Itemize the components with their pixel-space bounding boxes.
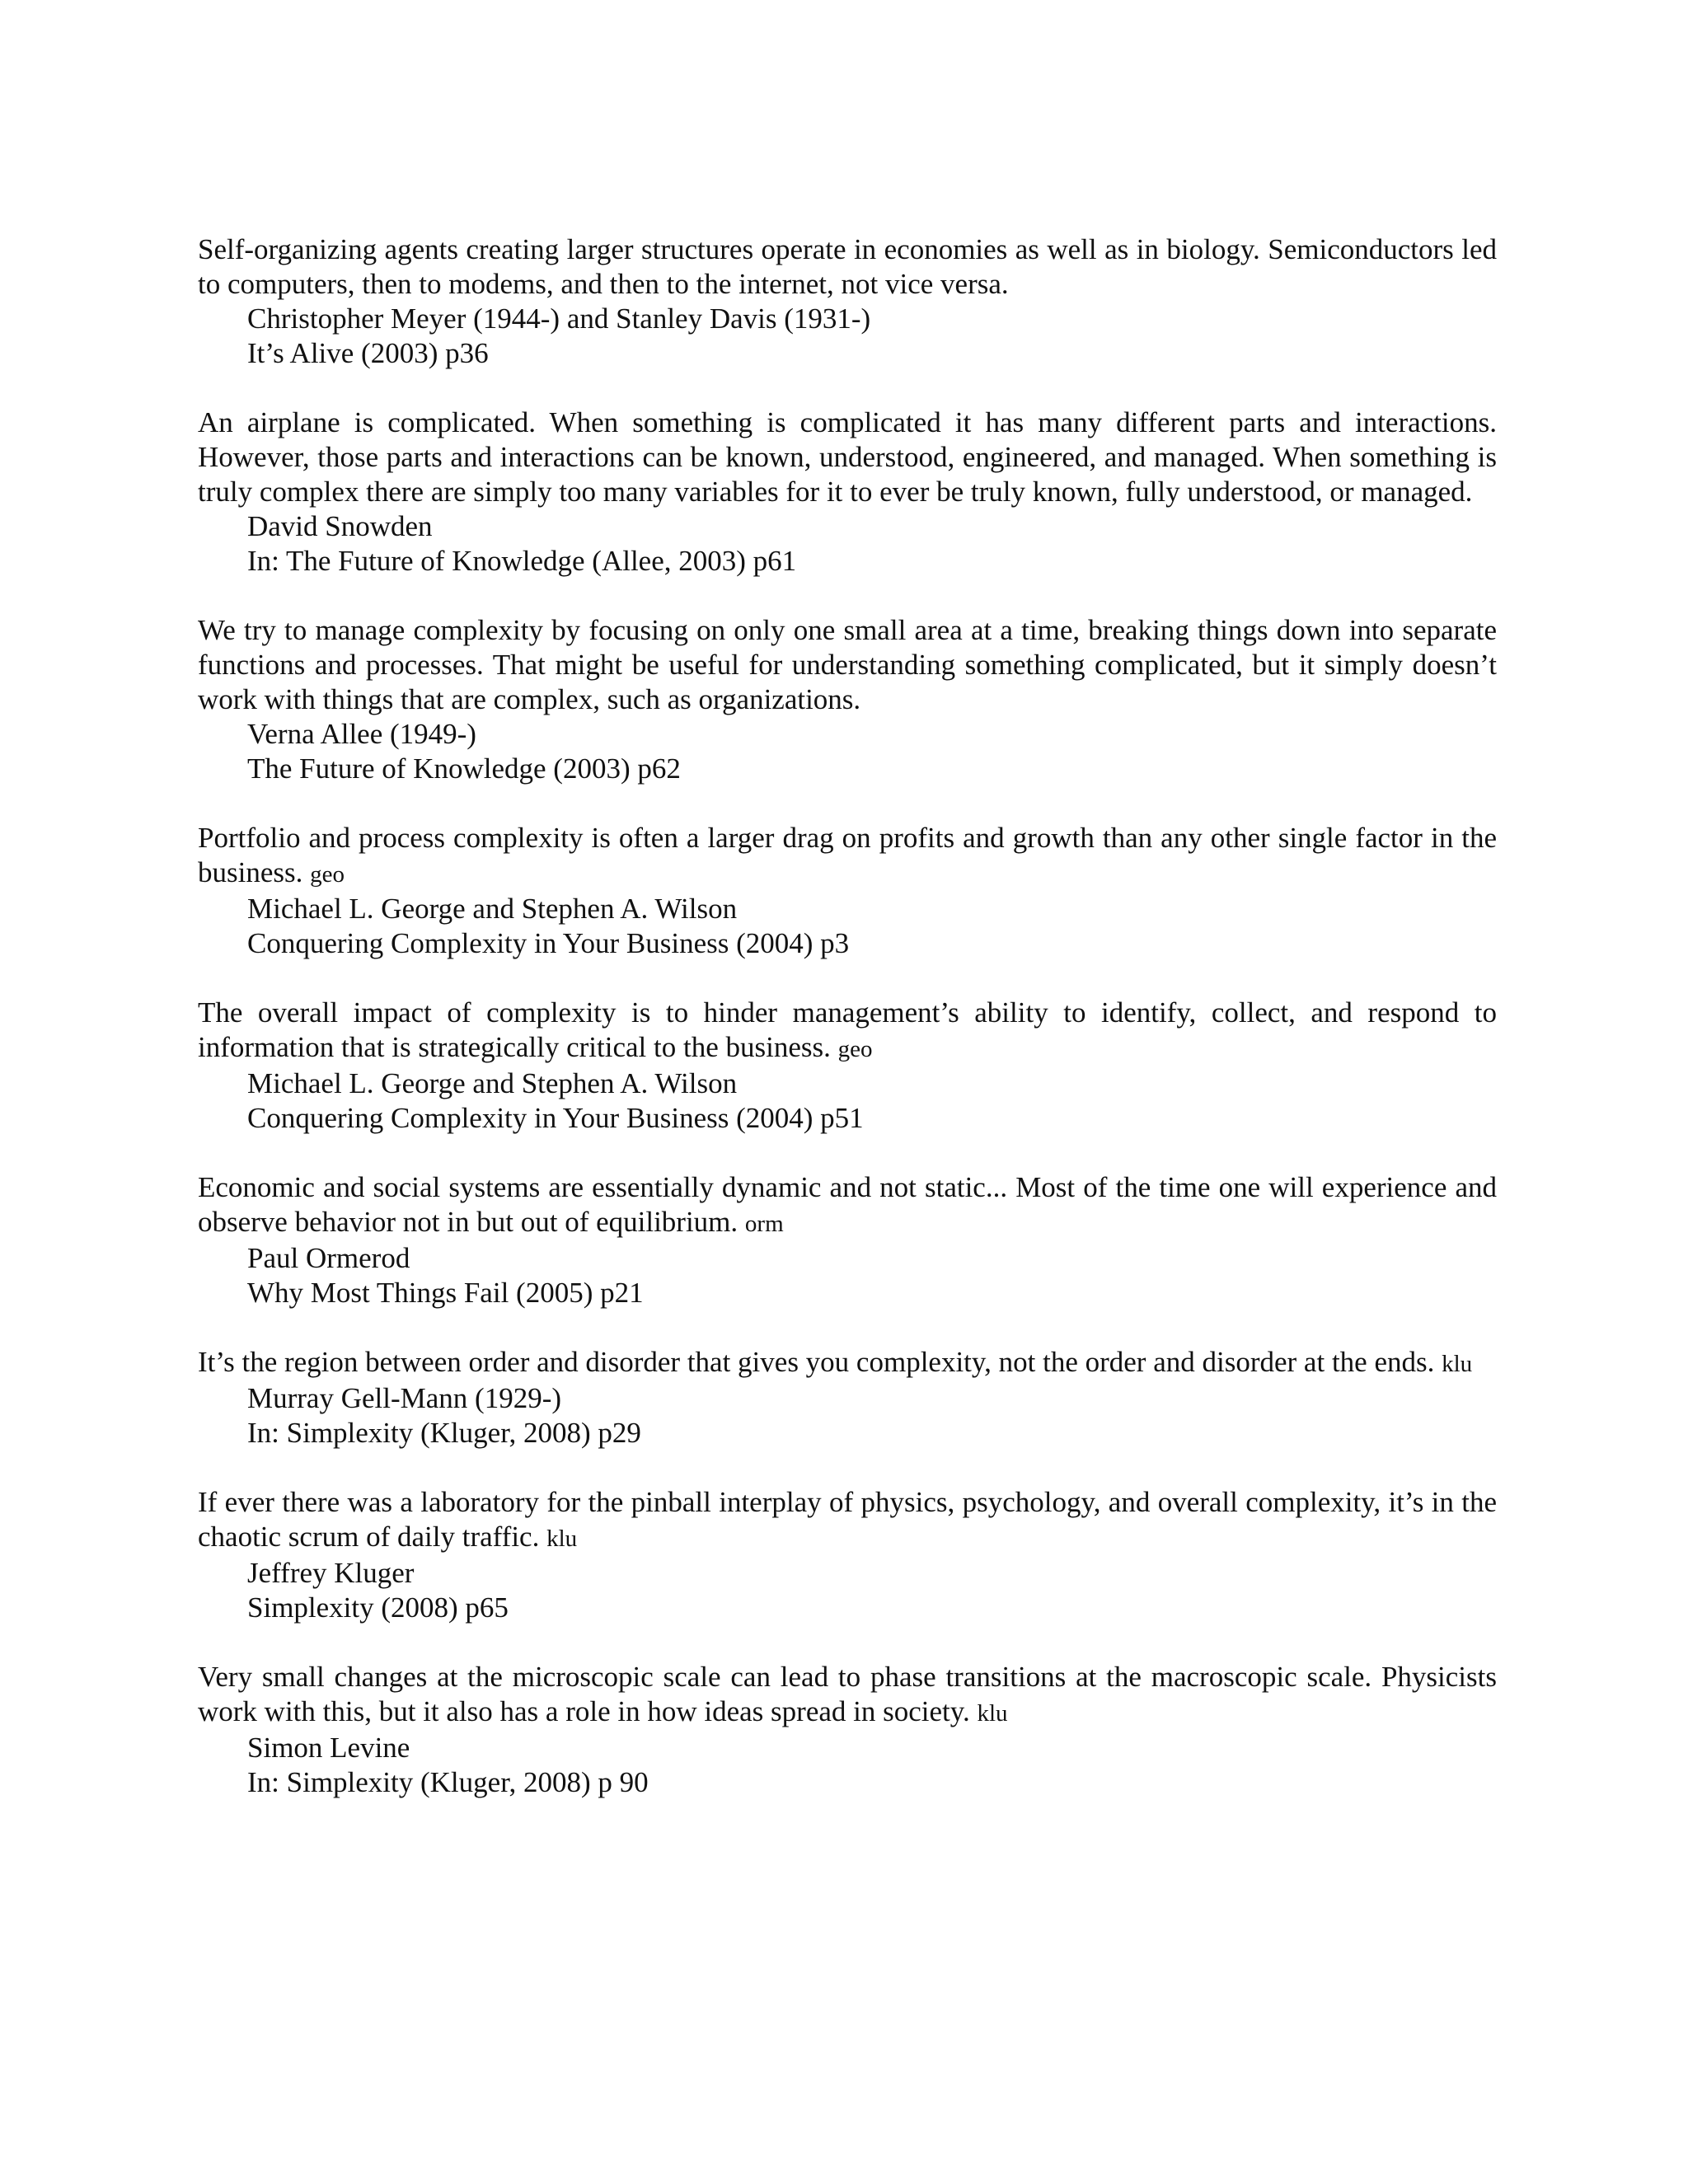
quote-author: Verna Allee (1949-) (247, 718, 476, 750)
quote-source: In: Simplexity (Kluger, 2008) p 90 (247, 1766, 649, 1798)
quote-source: Conquering Complexity in Your Business (2004) p51 (247, 1102, 864, 1134)
quote-body: Self-organizing agents creating larger structures operate in economies as well as in biology. Semiconductors led to computers, then to modems, and then to the internet, not vice versa. (198, 233, 1497, 300)
quote-text (198, 1660, 1497, 1731)
quote-author: Christopher Meyer (1944-) and Stanley Davis (1931-) (247, 302, 871, 335)
quote-text (198, 821, 1497, 892)
quote-text (198, 1170, 1497, 1241)
quote-source: Conquering Complexity in Your Business (2004) p3 (247, 927, 850, 959)
quote-block (198, 613, 1497, 786)
source-tag: geo (837, 1036, 873, 1062)
quote-author: David Snowden (247, 510, 433, 542)
source-tag: klu (546, 1526, 578, 1552)
quote-text (198, 405, 1497, 509)
quote-block (198, 232, 1497, 371)
quote-source: Simplexity (2008) p65 (247, 1591, 509, 1624)
quote-body: We try to manage complexity by focusing on only one small area at a time, breaking things down into separate functions and processes. That might be useful for understanding something complicated, but it simply doesn’t work with things that are complex, such as organizations. (198, 614, 1497, 715)
quote-block (198, 821, 1497, 961)
quote-block (198, 996, 1497, 1136)
quote-source: In: Simplexity (Kluger, 2008) p29 (247, 1417, 641, 1449)
quote-body: Very small changes at the microscopic scale can lead to phase transitions at the macroscopic scale. Physicists work with this, but it also has a role in how ideas spread in society. (198, 1661, 1497, 1727)
quote-author: Paul Ormerod (247, 1242, 410, 1274)
quote-author: Michael L. George and Stephen A. Wilson (247, 893, 738, 925)
quote-text (198, 1485, 1497, 1556)
quote-author: Simon Levine (247, 1732, 410, 1764)
quote-text (198, 232, 1497, 302)
quote-text (198, 1345, 1497, 1381)
quote-block (198, 1485, 1497, 1625)
quote-source: The Future of Knowledge (2003) p62 (247, 752, 681, 785)
source-tag: orm (744, 1211, 784, 1237)
quote-author: Michael L. George and Stephen A. Wilson (247, 1067, 738, 1099)
quote-block (198, 405, 1497, 579)
quote-block (198, 1170, 1497, 1310)
source-tag: geo (310, 861, 345, 888)
quote-author: Jeffrey Kluger (247, 1557, 415, 1589)
quote-body: Portfolio and process complexity is often a larger drag on profits and growth than any other single factor in the business. (198, 822, 1497, 888)
document-page (198, 232, 1497, 1835)
quote-body: It’s the region between order and disorder that gives you complexity, not the order and disorder at the ends. (198, 1346, 1435, 1378)
quote-text (198, 613, 1497, 717)
quote-source: In: The Future of Knowledge (Allee, 2003) p61 (247, 545, 797, 577)
quote-text (198, 996, 1497, 1066)
quote-body: An airplane is complicated. When something is complicated it has many different parts and interactions. However, those parts and interactions can be known, understood, engineered, and managed. When something is truly complex there are simply too many variables for it to ever be truly known, fully understood, or managed. (198, 406, 1497, 508)
quote-body: The overall impact of complexity is to hinder management’s ability to identify, collect, and respond to information that is strategically critical to the business. (198, 996, 1497, 1063)
quote-source: It’s Alive (2003) p36 (247, 337, 489, 369)
source-tag: klu (977, 1700, 1008, 1727)
quote-body: Economic and social systems are essentially dynamic and not static... Most of the time one will experience and observe behavior not in but out of equilibrium. (198, 1171, 1497, 1238)
source-tag: klu (1442, 1351, 1473, 1377)
quote-block (198, 1345, 1497, 1451)
quote-body: If ever there was a laboratory for the pinball interplay of physics, psychology, and overall complexity, it’s in the chaotic scrum of daily traffic. (198, 1486, 1497, 1553)
quote-source: Why Most Things Fail (2005) p21 (247, 1277, 644, 1309)
quote-block (198, 1660, 1497, 1800)
quote-author: Murray Gell-Mann (1929-) (247, 1382, 562, 1414)
